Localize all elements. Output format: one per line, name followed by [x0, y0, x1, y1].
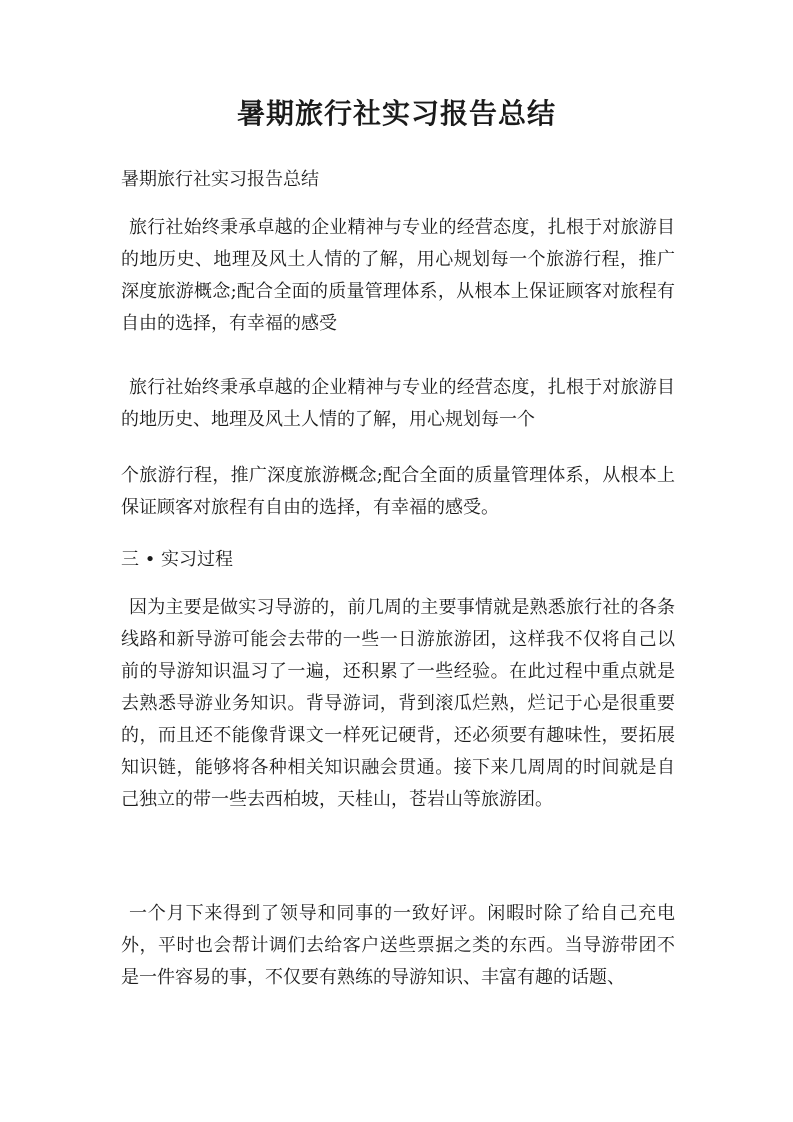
paragraph-5: 一个月下来得到了领导和同事的一致好评。闲暇时除了给自己充电外，平时也会帮计调们去给客户送些票据之类的东西。当导游带团不是一件容易的事，不仅要有熟练的导游知识、丰富有趣的话题、 [121, 903, 675, 988]
page-title: 暑期旅行社实习报告总结 [236, 97, 556, 130]
document-subtitle: 暑期旅行社实习报告总结 [121, 169, 319, 190]
section-heading: 三 • 实习过程 [121, 549, 234, 570]
paragraph-1: 旅行社始终秉承卓越的企业精神与专业的经营态度，扎根于对旅游目的地历史、地理及风土人情的了解，用心规划每一个旅游行程，推广深度旅游概念;配合全面的质量管理体系，从根本上保证顾客对旅程有自由的选择，有幸福的感受 [121, 217, 675, 334]
paragraph-3: 个旅游行程，推广深度旅游概念;配合全面的质量管理体系，从根本上保证顾客对旅程有自由的选择，有幸福的感受。 [121, 465, 675, 518]
paragraph-4: 因为主要是做实习导游的，前几周的主要事情就是熟悉旅行社的各条线路和新导游可能会去带的一些一日游旅游团，这样我不仅将自己以前的导游知识温习了一遍，还积累了一些经验。在此过程中重点就是去熟悉导游业务知识。背导游词，背到滚瓜烂熟，烂记于心是很重要的，而且还不能像背课文一样死记硬背，还必须要有趣味性，要拓展知识链，能够将各种相关知识融会贯通。接下来几周周的时间就是自己独立的带一些去西柏坡，天桂山，苍岩山等旅游团。 [121, 597, 675, 810]
paragraph-2: 旅行社始终秉承卓越的企业精神与专业的经营态度，扎根于对旅游目的地历史、地理及风土人情的了解，用心规划每一个 [121, 377, 675, 430]
